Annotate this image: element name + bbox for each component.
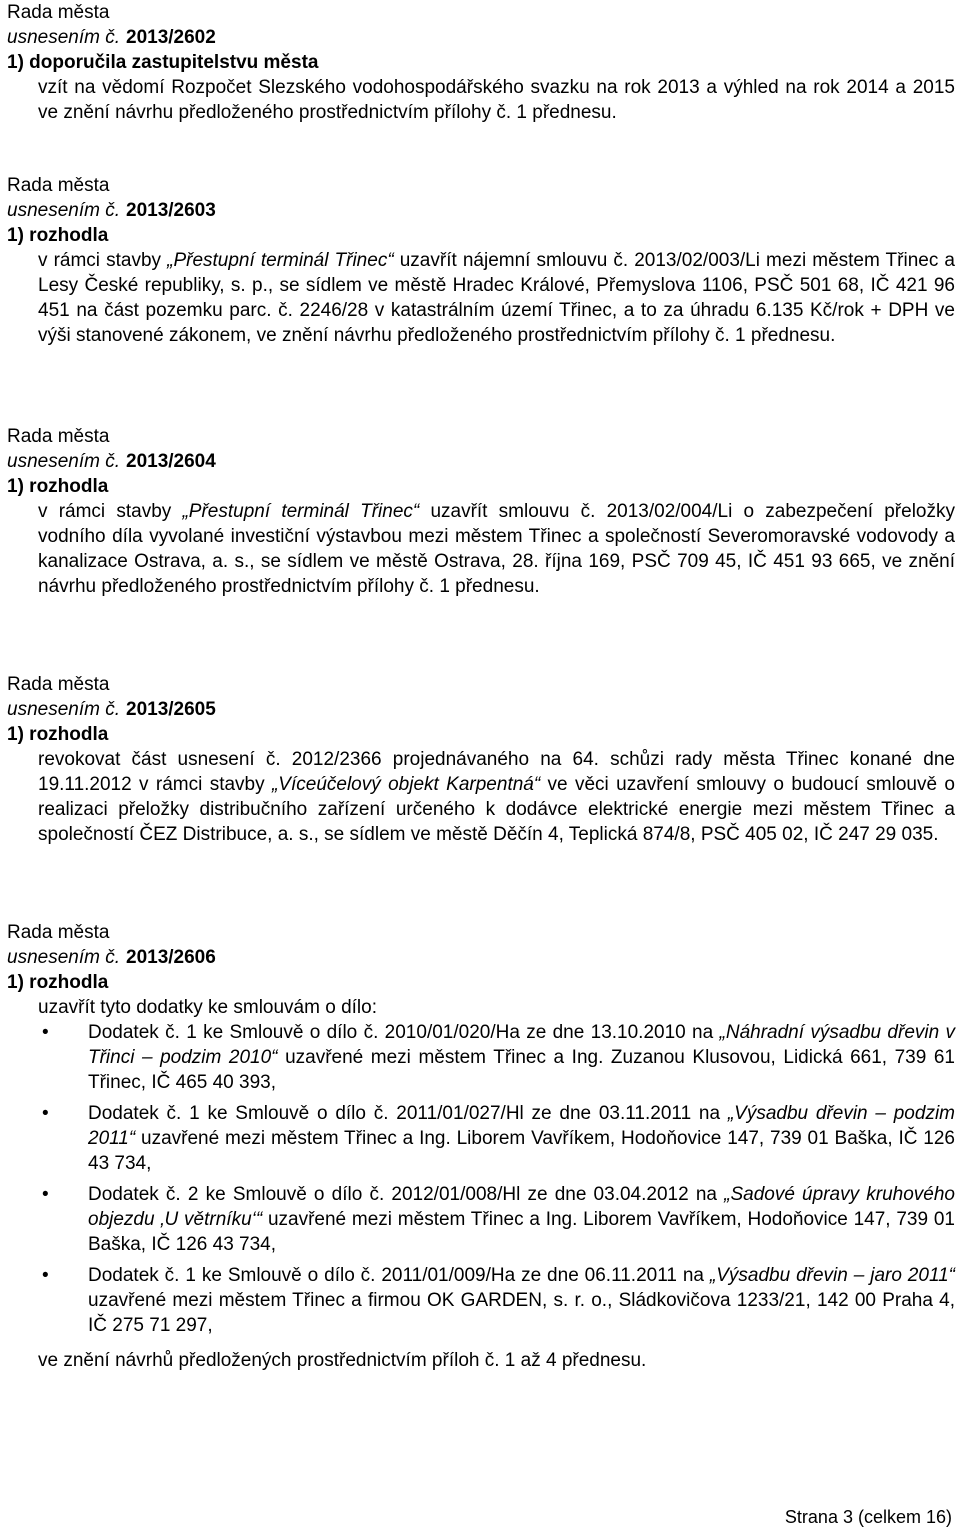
resolution-number-line <box>7 449 955 474</box>
resolution-2604 <box>7 424 955 599</box>
bullet-icon: • <box>42 1184 49 1205</box>
resolution-number: 2013/2602 <box>126 27 216 48</box>
resolution-closing: ve znění návrhů předložených prostřednictvím příloh č. 1 až 4 přednesu. <box>38 1350 647 1371</box>
item-text-pre: Dodatek č. 1 ke Smlouvě o dílo č. 2011/01/009/Ha ze dne 06.11.2011 na <box>88 1265 710 1286</box>
project-name: „Přestupní terminál Třinec“ <box>167 250 394 271</box>
resolution-number: 2013/2606 <box>126 947 216 968</box>
item-text-post: uzavřené mezi městem Třinec a Ing. Zuzanou Klusovou, Lidická 661, 739 61 Třinec, IČ 465 40 393, <box>88 1047 955 1093</box>
resolution-number: 2013/2605 <box>126 699 216 720</box>
resolution-number-line <box>7 198 955 223</box>
resolution-verb: 1) doporučila zastupitelstvu města <box>7 52 319 73</box>
item-text-pre: Dodatek č. 1 ke Smlouvě o dílo č. 2010/01/020/Ha ze dne 13.10.2010 na <box>88 1022 720 1043</box>
council-header: Rada města <box>7 922 110 943</box>
project-name: „Víceúčelový objekt Karpentná“ <box>271 774 541 795</box>
resolution-body <box>38 747 955 847</box>
item-text-pre: Dodatek č. 1 ke Smlouvě o dílo č. 2011/01/027/Hl ze dne 03.11.2011 na <box>88 1103 728 1124</box>
council-header: Rada města <box>7 2 110 23</box>
item-project-name: „Výsadbu dřevin – jaro 2011“ <box>709 1265 955 1286</box>
item-text-post: uzavřené mezi městem Třinec a Ing. Liborem Vavříkem, Hodoňovice 147, 739 01 Baška, IČ 126 43 734, <box>88 1128 955 1174</box>
item-text-post: uzavřené mezi městem Třinec a firmou OK GARDEN, s. r. o., Sládkovičova 1233/21, 142 00 Praha 4, IČ 275 71 297, <box>88 1290 955 1336</box>
resolution-body <box>38 499 955 599</box>
bullet-icon: • <box>42 1265 49 1286</box>
body-text-pre: revokovat část usnesení č. 2012/2366 projednávaného na 64. schůzi rady města Třinec konané dne 19.11.2012 v rámci stavby <box>38 749 955 795</box>
resolution-2605 <box>7 672 955 847</box>
body-text-post: uzavřít nájemní smlouvu č. 2013/02/003/Li mezi městem Třinec a Lesy České republiky, s. p., se sídlem ve městě Hradec Králové, Přemyslova 1106, PSČ 501 68, IČ 421 96 451 na část pozemku parc. č. 2246/28 v katastrálním území Třinec, a to za úhradu 6.135 Kč/rok + DPH ve výši stanovené zákonem, ve znění návrhu předloženého prostřednictvím přílohy č. 1 přednesu. <box>38 250 955 346</box>
resolution-body <box>38 248 955 348</box>
item-project-name: „Náhradní výsadbu dřevin v Třinci – podzim 2010“ <box>88 1022 955 1068</box>
resolution-verb: 1) rozhodla <box>7 724 109 745</box>
resolution-verb: 1) rozhodla <box>7 476 109 497</box>
amendment-item <box>38 1182 955 1257</box>
resolution-label: usnesením č. <box>7 699 120 720</box>
amendment-item <box>38 1263 955 1338</box>
item-project-name: „Výsadbu dřevin – podzim 2011“ <box>88 1103 955 1149</box>
resolution-label: usnesením č. <box>7 200 120 221</box>
resolution-label: usnesením č. <box>7 947 120 968</box>
resolution-2603 <box>7 173 955 348</box>
resolution-number: 2013/2603 <box>126 200 216 221</box>
bullet-icon: • <box>42 1022 49 1043</box>
resolution-label: usnesením č. <box>7 451 120 472</box>
resolution-number: 2013/2604 <box>126 451 216 472</box>
item-project-name: „Sadové úpravy kruhového objezdu ‚U větrníku‘“ <box>88 1184 955 1230</box>
body-text-post: uzavřít smlouvu č. 2013/02/004/Li o zabezpečení přeložky vodního díla vyvolané investiční výstavbou mezi městem Třinec a společností Severomoravské vodovody a kanalizace Ostrava, a. s., se sídlem ve městě Ostrava, 28. října 169, PSČ 709 45, IČ 451 93 665, ve znění návrhu předloženého prostřednictvím přílohy č. 1 přednesu. <box>38 501 955 597</box>
resolution-verb: 1) rozhodla <box>7 225 109 246</box>
item-text-post: uzavřené mezi městem Třinec a Ing. Liborem Vavříkem, Hodoňovice 147, 739 01 Baška, IČ 126 43 734, <box>88 1209 955 1255</box>
item-text-pre: Dodatek č. 2 ke Smlouvě o dílo č. 2012/01/008/Hl ze dne 03.04.2012 na <box>88 1184 725 1205</box>
amendment-list <box>38 1020 955 1338</box>
resolution-2606 <box>7 920 955 1373</box>
resolution-number-line <box>7 697 955 722</box>
bullet-icon: • <box>42 1103 49 1124</box>
council-header: Rada města <box>7 674 110 695</box>
resolution-number-line <box>7 25 955 50</box>
body-text-post: ve věci uzavření smlouvy o budoucí smlouvě o realizaci přeložky distribučního zařízení určeného k dodávce elektrické energie mezi městem Třinec a společností ČEZ Distribuce, a. s., se sídlem ve městě Děčín 4, Teplická 874/8, PSČ 405 02, IČ 247 29 035. <box>38 774 955 845</box>
page-number: Strana 3 (celkem 16) <box>784 1507 952 1527</box>
body-text-pre: v rámci stavby <box>38 501 183 522</box>
amendment-item <box>38 1101 955 1176</box>
resolution-number-line <box>7 945 955 970</box>
resolution-verb: 1) rozhodla <box>7 972 109 993</box>
resolution-label: usnesením č. <box>7 27 120 48</box>
council-header: Rada města <box>7 175 110 196</box>
body-text-pre: v rámci stavby <box>38 250 168 271</box>
project-name: „Přestupní terminál Třinec“ <box>182 501 420 522</box>
resolution-body: vzít na vědomí Rozpočet Slezského vodohospodářského svazku na rok 2013 a výhled na rok 2014 a 2015 ve znění návrhu předloženého prostřednictvím přílohy č. 1 přednesu. <box>38 77 955 123</box>
resolution-2602 <box>7 0 955 125</box>
amendment-item <box>38 1020 955 1095</box>
resolution-intro: uzavřít tyto dodatky ke smlouvám o dílo: <box>38 997 377 1018</box>
council-header: Rada města <box>7 426 110 447</box>
